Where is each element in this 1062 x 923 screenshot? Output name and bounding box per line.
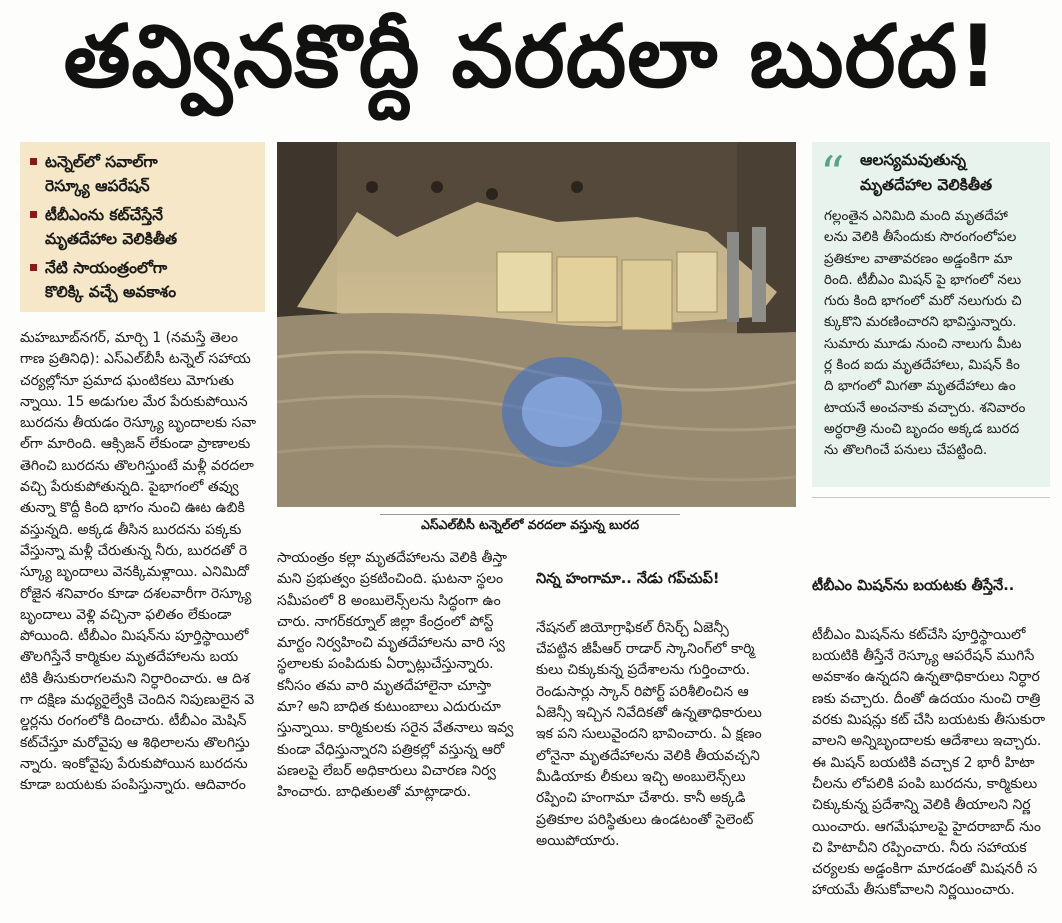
highlight-text: నేటి సాయంత్రంలోగా కొలిక్కి వచ్చే అవకాశం [45,259,177,301]
subsection-body: టీబీఎం మిషన్‌ను కట్‌చేసి పూర్తిస్థాయిలో బయటికి తీస్తేనే రెస్క్యూ ఆపరేషన్ ముగిసే అవకాశం ఉన్నదని ఉన్నతాధికారులు నిర్ధార ణకు వచ్చారు. దీంతో ఉదయం నుంచి రాత్రి వరకు మిషన్లు కట్ చేసి బయటకు తీసుకురా వాలని అన్నిబృందాలకు ఆదేశాలు ఇచ్చారు. ఈ మిషన్ బయటికి వచ్చాక 2 భారీ హిటా చీలను లోపలికి పంపి బురదను, కార్మికులు చిక్కుకున్న ప్రదేశాన్ని వెలికి తీయాలని నిర్ణ యించారు. ఆగమేఘాలపై హైదరాబాద్ నుం చి హిటాచీని రప్పించారు. నీరు సహాయక చర్యలకు అడ్డంకిగా మారడంతో మిషనరీ స హాయమే తీసుకోవాలని నిర్ణయించారు. [812,626,1046,899]
quote-mark-icon: “ [820,146,845,202]
highlight-text: టన్నెల్‌లో సవాల్‌గా రెస్క్యూ ఆపరేషన్ [45,153,158,195]
article-column-3 [536,548,794,873]
highlights-box [20,142,265,312]
highlight-item [30,150,257,198]
sidebar-quote-box [812,142,1050,487]
bullet-icon [30,158,37,165]
headline: తవ్వినకొద్దీ వరదలా బురద! [63,7,999,107]
subheading: టీబీఎం మిషన్‌ను బయటకు తీస్తేనే.. [812,578,1015,595]
article-column-2: సాయంత్రం కల్లా మృతదేహాలను వెలికి తీస్తా మని ప్రభుత్వం ప్రకటించింది. ఘటనా స్థలం సమీపంలో 8 అంబులెన్స్‌లను సిద్ధంగా ఉం చారు. నాగర్‌కర్నూల్ జిల్లా కేంద్రంలో పోస్ట్ మార్టం నిర్వహించి మృతదేహాలను వారి స్వ స్థలాలకు పంపిదుకు ఏర్పాట్లుచేస్తున్నారు. కనీసం తమ వారి మృతదేహాలైనా చూస్తా మా? అని బాధిత కుటుంబాలు ఎదురుచూ స్తున్నాయి. కార్మికులకు సరైన వేతనాలు ఇవ్వ కుండా వేధిస్తున్నారని పత్రికల్లో వస్తున్న ఆరో పణలపై లేబర్ అధికారులు విచారణ నిర్వ హించారు. బాధితులతో మాట్లాడారు. [277,550,514,801]
article-column-1: మహబూబ్‌నగర్, మార్చి 1 (నమస్తే తెలం గాణ ప్రతినిధి): ఎస్‌ఎల్‌బీసీ టన్నెల్ సహాయ చర్యల్లోనూ ప్రమాద ఘంటికలు మోగుతు న్నాయి. 15 అడుగుల మేర పేరుకుపోయిన బురదను తీయడం రెస్క్యూ బృందాలకు సవా ల్‌గా మారింది. ఆక్సిజన్ లేకుండా ప్రాణాలకు తెగించి బురదను తొలగిస్తుంటే మళ్లీ వరదలా వచ్చి పేరుకుపోతున్నది. పైభాగంలో తవ్వు తున్నా కొద్దీ కింది భాగం నుంచి ఊట ఉబికి వస్తున్నది. అక్కడ తీసిన బురదను పక్కకు వేస్తున్నా మళ్లీ చేరుతున్న నీరు, బురదతో రె స్క్యూ బృందాలు వెనక్కిమళ్లాయి. ఎనిమిదో రోజైన శనివారం కూడా దశలవారీగా రెస్క్యూ బృందాలు వెళ్లి వచ్చినా ఫలితం లేకుండా పోయింది. టీబీఎం మిషన్‌ను పూర్తిస్థాయిలో తొలగిస్తేనే కార్మికుల మృతదేహాలను బయ టికి తీసుకురాగలమని నిర్ధారించారు. ఆ దిశ గా దక్షిణ మధ్యరైల్వేకి చెందిన నిపుణులైన వె ల్డర్లను రంగంలోకి దించారు. టీబీఎం మెషిన్ కట్‌చేస్తూ మరోవైపు ఆ శిథిలాలను తొలగిస్తు న్నారు. ఇంకోవైపు పేరుకుపోయిన బురదను కూడా బయటకు పంపిస్తున్నారు. ఆదివారం [20,330,257,794]
subsection-body: నేషనల్ జియోగ్రాఫికల్ రీసెర్చ్ ఏజెన్సీ చేపట్టిన జీపీఆర్ రాడార్ స్కానింగ్‌లో కార్మి కులు చిక్కుకున్న ప్రదేశాలను గుర్తించారు. రెండుసార్లు స్కాన్ రిపోర్ట్ పరిశీలించిన ఆ ఏజెన్సీ ఇచ్చిన నివేదికతో ఉన్నతాధికారులు ఇక పని సులువైందని భావించారు. ఏ క్షణం లోనైనా మృతదేహాలను వెలికి తీయవచ్చని మీడియాకు లీకులు ఇచ్చి అంబులెన్స్‌లు రప్పించి హంగామా చేశారు. కానీ అక్కడి ప్రతికూల పరిస్థితులు ఉండటంతో సైలెంట్ అయిపోయారు. [536,619,762,849]
photo-caption: ఎస్‌ఎల్‌బీసీ టన్నెల్‌లో వరదలా వస్తున్న బురద [380,514,680,536]
highlight-item [30,256,257,304]
article-column-4 [812,555,1050,923]
tunnel-photo-illustration [277,142,796,507]
sidebar-title: ఆలస్యమవుతున్న మృతదేహాల వెలికితీత [860,151,993,194]
bullet-icon [30,264,37,271]
highlight-item [30,203,257,251]
bullet-icon [30,211,37,218]
highlight-text: టీబీఎంను కట్‌చేస్తేనే మృతదేహాల వెలికితీత [45,206,178,248]
divider [812,497,1050,498]
tunnel-photo [277,142,796,507]
subheading: నిన్న హంగామా.. నేడు గప్‌చుప్! [536,571,720,588]
sidebar-body: గల్లంతైన ఎనిమిది మంది మృతదేహా లను వెలికి తీసేందుకు సొరంగంలోపల ప్రతికూల వాతావరణం అడ్డంకిగా మా రింది. టీబీఎం మిషన్ పై భాగంలో నలు గురు కింది భాగంలో మరో నలుగురు చి క్కుకొని మరణించారని భావిస్తున్నారు. సుమారు మూడు నుంచి నాలుగు మీట ర్ల కింద ఐదు మృతదేహాలు, మిషన్ కిం ది భాగంలో మిగతా మృతదేహాలు ఉం టాయనే అంచనాకు వచ్చారు. శనివారం అర్ధరాత్రి నుంచి బృందం అక్కడ బురద ను తొలగించే పనులు చేపట్టింది. [824,208,1026,459]
